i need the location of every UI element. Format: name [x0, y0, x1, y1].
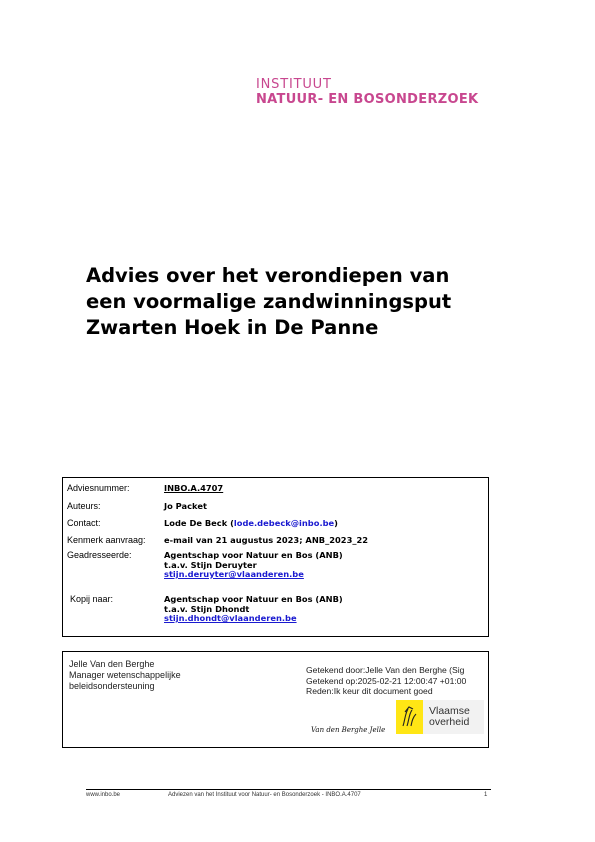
metadata-box [62, 477, 489, 637]
label-adviesnummer: Adviesnummer: [67, 483, 130, 493]
footer-website: www.inbo.be [86, 792, 121, 798]
logo-line-1: INSTITUUT [256, 77, 332, 92]
geadresseerde-email-link[interactable]: stijn.deruyter@vlaanderen.be [164, 569, 304, 579]
contact-close: ) [334, 518, 338, 528]
title-line-2: een voormalige zandwinningsput [86, 290, 452, 313]
label-auteurs: Auteurs: [67, 501, 101, 511]
title-line-3: Zwarten Hoek in De Panne [86, 316, 379, 339]
label-kenmerk: Kenmerk aanvraag: [67, 535, 146, 545]
contact-name: Lode De Beck ( [164, 518, 234, 528]
title-line-1: Advies over het verondiepen van [86, 264, 450, 287]
inbo-logo [256, 77, 478, 108]
signer-info [69, 659, 181, 692]
signed-reason: Reden:Ik keur dit document goed [306, 686, 433, 697]
signer-name: Jelle Van den Berghe [69, 659, 155, 669]
value-contact [164, 519, 338, 529]
value-auteurs: Jo Packet [164, 501, 207, 511]
label-contact: Contact: [67, 518, 101, 528]
geadresseerde-org: Agentschap voor Natuur en Bos (ANB) [164, 550, 343, 560]
footer-series: Adviezen van het Instituut voor Natuur- en Bosonderzoek - INBO.A.4707 [168, 792, 361, 798]
geadresseerde-tav: t.a.v. Stijn Deruyter [164, 559, 257, 570]
label-kopij: Kopij naar: [70, 594, 114, 604]
document-title [86, 263, 506, 341]
signature-box [62, 651, 489, 748]
value-geadresseerde [164, 551, 343, 580]
vo-logo-line-1: Vlaamse [429, 705, 470, 717]
label-geadresseerde: Geadresseerde: [67, 550, 132, 560]
logo-line-2: NATUUR- EN BOSONDERZOEK [256, 92, 479, 107]
contact-email-link[interactable]: lode.debeck@inbo.be [233, 518, 335, 528]
signed-by: Getekend door:Jelle Van den Berghe (Sig [306, 665, 465, 675]
value-kopij [164, 595, 343, 624]
vo-logo-line-2: overheid [429, 716, 470, 728]
kopij-tav: t.a.v. Stijn Dhondt [164, 603, 250, 614]
lion-icon [396, 700, 423, 734]
signer-role-line-1: Manager wetenschappelijke [69, 670, 181, 680]
kopij-org: Agentschap voor Natuur en Bos (ANB) [164, 594, 343, 604]
footer-page-number: 1 [484, 792, 488, 798]
vo-logo-text [429, 706, 470, 728]
value-adviesnummer: INBO.A.4707 [164, 483, 224, 493]
value-kenmerk: e-mail van 21 augustus 2023; ANB_2023_22 [164, 535, 369, 545]
vlaamse-overheid-logo [396, 700, 484, 734]
handwritten-signature: Van den Berghe Jelle [311, 726, 386, 734]
signer-role-line-2: beleidsondersteuning [69, 681, 155, 691]
kopij-email-link[interactable]: stijn.dhondt@vlaanderen.be [164, 613, 297, 623]
digital-signature-info [306, 665, 486, 697]
footer-divider [86, 789, 491, 790]
signed-on: Getekend op:2025-02-21 12:00:47 +01:00 [306, 675, 467, 686]
